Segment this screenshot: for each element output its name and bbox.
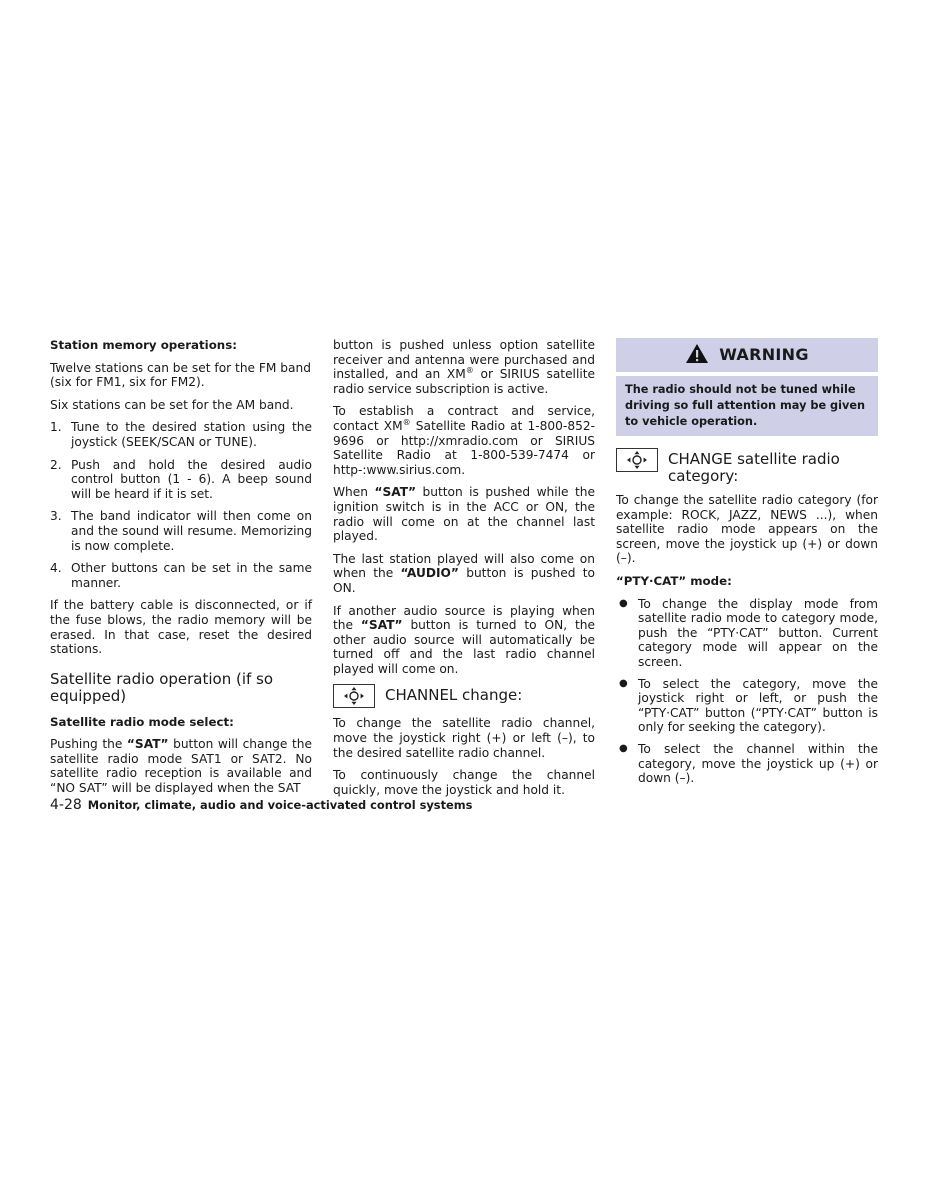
list-item: ● To select the category, move the joystick right or left, or push the “PTY·CAT” button (“PTY·CAT” button is only for seeking the category). [619,676,878,735]
warning-title: WARNING [719,344,809,364]
step-text: Other buttons can be set in the same manner. [71,561,312,590]
registered-mark: ® [465,366,474,376]
step-text: The band indicator will then come on and the sound will resume. Memorizing is now complete. [71,509,312,553]
channel-change-title: CHANNEL change: [385,686,523,705]
memory-step [50,458,312,502]
battery-paragraph: If the battery cable is disconnected, or if the fuse blows, the radio memory will be erased. In that case, reset the desired stations. [50,598,312,657]
contract-paragraph: To establish a contract and service, contact XM® Satellite Radio at 1-800-852-9696 or http://xmradio.com or SIRIUS Satellite Radio at 1-800-539-7474 or http-:www.sirius.com. [333,404,595,477]
step-text: Push and hold the desired audio control button (1 - 6). A beep sound will be heard if it is set. [71,457,312,501]
column-middle [333,338,595,805]
joystick-icon [333,684,375,708]
page-footer [50,797,472,813]
registered-mark: ® [402,417,411,427]
list-item: ● To change the display mode from satellite radio mode to category mode, push the “PTY·CAT” button. Current category mode will appear on the screen. [619,596,878,669]
am-stations-paragraph: Six stations can be set for the AM band. [50,397,294,412]
list-item: ● To select the channel within the category, move the joystick up (+) or down (–). [619,741,878,786]
change-channel-paragraph: To change the satellite radio channel, move the joystick right (+) or left (–), to the desired satellite radio channel. [333,716,595,760]
memory-step [50,420,312,449]
ptycat-bullet-list [616,597,878,786]
step-number: 4. [50,561,62,576]
bullet-icon: ● [619,677,628,689]
last-station-paragraph: The last station played will also come on when the “AUDIO” button is pushed to ON. [333,551,596,595]
warning-triangle-icon [685,343,709,368]
mode-select-heading: Satellite radio mode select: [50,714,234,729]
subscription-paragraph: button is pushed unless option satellite receiver and antenna were purchased and installed, and an XM® or SIRIUS satellite radio service subscription is active. [333,338,595,396]
sat-button-paragraph: When “SAT” button is pushed while the ignition switch is in the ACC or ON, the radio will come on at the channel last played. [333,485,595,544]
ptycat-heading: “PTY·CAT” mode: [616,573,732,588]
page-number: 4-28 [50,797,82,813]
step-number: 1. [50,420,62,435]
step-number: 2. [50,457,62,472]
sat-mode-paragraph: Pushing the “SAT” button will change the satellite radio mode SAT1 or SAT2. No satellite radio reception is available and “NO SAT” will be displayed when the SAT [50,737,312,796]
warning-text: The radio should not be tuned while driving so full attention may be given to vehicle operation. [616,376,878,436]
channel-change-heading [333,684,595,708]
warning-header [616,338,878,372]
station-memory-heading: Station memory operations: [50,338,237,352]
category-paragraph: To change the satellite radio category (for example: ROCK, JAZZ, NEWS ...), when satellite radio mode appears on the screen, move the joystick up (+) or down (–). [616,493,878,566]
category-change-heading [616,448,878,485]
warning-box [616,338,878,436]
joystick-icon [616,448,658,472]
other-source-paragraph: If another audio source is playing when the “SAT” button is turned to ON, the other audio source will automatically be turned off and the last radio channel played will come on. [333,603,595,676]
satellite-section-heading: Satellite radio operation (if so equipped) [50,669,274,705]
bullet-icon: ● [619,742,628,754]
memory-step [50,561,312,590]
step-number: 3. [50,509,62,524]
category-change-title: CHANGE satellite radio category: [668,450,840,485]
memory-steps-list [50,420,312,590]
column-left [50,338,312,804]
memory-step [50,509,312,553]
continuous-change-paragraph: To continuously change the channel quickly, move the joystick and hold it. [333,768,595,797]
fm-stations-paragraph: Twelve stations can be set for the FM band (six for FM1, six for FM2). [50,360,311,390]
bullet-icon: ● [619,597,628,609]
chapter-title: Monitor, climate, audio and voice-activated control systems [87,798,473,812]
step-text: Tune to the desired station using the joystick (SEEK/SCAN or TUNE). [71,420,312,449]
column-right [616,338,878,793]
